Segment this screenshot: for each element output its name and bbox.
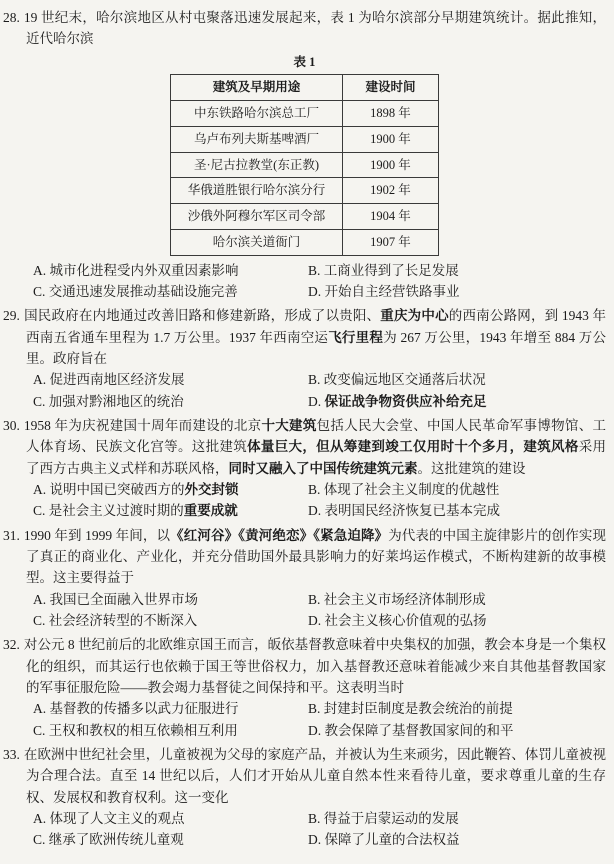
question-stem	[3, 415, 606, 479]
year-cell: 1907 年	[343, 229, 439, 255]
option-d: D. 保障了儿童的合法权益	[308, 832, 460, 848]
year-cell: 1904 年	[343, 204, 439, 230]
option-d: D. 教会保障了基督教国家间的和平	[308, 722, 514, 738]
options-grid	[3, 369, 606, 412]
question-stem	[3, 744, 606, 808]
table-row	[171, 101, 439, 127]
options-grid	[3, 698, 606, 741]
question-number: 33.	[3, 746, 20, 762]
question-text: 国民政府在内地通过改善旧路和修建新路，形成了以贵阳、重庆为中心的西南公路网，到 1943 年西南五省通车里程为 1.7 万公里。1937 年西南空运飞行里程为 267 万公里，1943 年增至 884 万公里。政府旨在	[23, 308, 607, 366]
table-header-row	[171, 75, 439, 101]
option-c: C. 王权和教权的相互依赖相互利用	[33, 722, 238, 738]
year-cell: 1898 年	[343, 101, 439, 127]
options-grid	[3, 479, 606, 522]
option-c: C. 社会经济转型的不断深入	[33, 612, 198, 628]
option-a: A. 城市化进程受内外双重因素影响	[33, 262, 239, 278]
table-caption: 表 1	[293, 54, 316, 69]
option-a: A. 促进西南地区经济发展	[33, 372, 185, 388]
option-b: B. 得益于启蒙运动的发展	[308, 810, 459, 826]
table-header-cell: 建筑及早期用途	[171, 75, 343, 101]
option-a: A. 说明中国已突破西方的外交封锁	[33, 481, 239, 497]
options-grid	[3, 808, 606, 851]
option-d: D. 开始自主经营铁路事业	[308, 283, 460, 299]
building-cell: 沙俄外阿穆尔军区司令部	[171, 204, 343, 230]
question-text: 1990 年到 1999 年间，以《红河谷》《黄河绝恋》《紧急迫降》为代表的中国主旋律影片的创作实现了真正的商业化、产业化，并充分借助国外最具影响力的好莱坞运作模式，不断构建新的故事模型。这主要得益于	[23, 527, 607, 586]
year-cell: 1902 年	[343, 178, 439, 204]
question-30	[3, 415, 606, 522]
question-stem	[3, 634, 606, 698]
year-cell: 1900 年	[343, 152, 439, 178]
question-stem	[3, 305, 606, 369]
question-stem	[3, 525, 606, 589]
question-31	[3, 525, 606, 632]
table-row	[171, 152, 439, 178]
question-number: 31.	[3, 527, 20, 543]
question-text: 对公元 8 世纪前后的北欧维京国王而言，皈依基督教意味着中央集权的加强，教会本身是一个集权化的组织，而其运行也依赖于国王等世俗权力，加入基督教还意味着能减少来自其他基督教国家的军事征服危险——教会竭力基督徒之间保持和平。这表明当时	[23, 637, 606, 695]
question-29	[3, 305, 606, 412]
question-number: 30.	[3, 417, 20, 433]
question-text: 19 世纪末，哈尔滨地区从村屯聚落迅速发展起来，表 1 为哈尔滨部分早期建筑统计。据此推知，近代哈尔滨	[23, 10, 606, 47]
option-d: D. 保证战争物资供应补给充足	[308, 393, 487, 409]
question-28	[3, 7, 606, 302]
question-number: 28.	[3, 10, 20, 25]
table-block	[3, 53, 606, 256]
option-a: A. 基督教的传播多以武力征服进行	[33, 701, 239, 717]
option-b: B. 改变偏远地区交通落后状况	[308, 372, 486, 388]
option-c: C. 是社会主义过渡时期的重要成就	[33, 503, 238, 519]
question-stem	[3, 7, 606, 50]
options-grid	[3, 260, 606, 303]
option-c: C. 加强对黔湘地区的统治	[33, 393, 184, 409]
option-b: B. 体现了社会主义制度的优越性	[308, 481, 500, 497]
question-32	[3, 634, 606, 741]
table-row	[171, 178, 439, 204]
table-header-cell: 建设时间	[343, 75, 439, 101]
table-row	[171, 229, 439, 255]
building-cell: 华俄道胜银行哈尔滨分行	[171, 178, 343, 204]
building-cell: 哈尔滨关道衙门	[171, 229, 343, 255]
question-33	[3, 744, 606, 851]
option-d: D. 社会主义核心价值观的弘扬	[308, 612, 487, 628]
option-c: C. 继承了欧洲传统儿童观	[33, 832, 184, 848]
option-b: B. 封建封臣制度是教会统治的前提	[308, 701, 513, 717]
question-text: 1958 年为庆祝建国十周年而建设的北京十大建筑包括人民大会堂、中国人民革命军事博物馆、工人体育场、民族文化宫等。这批建筑体量巨大，但从筹建到竣工仅用时十个多月，建筑风格采用了西方古典主义式样和苏联风格，同时又融入了中国传统建筑元素。这批建筑的建设	[23, 417, 607, 476]
year-cell: 1900 年	[343, 126, 439, 152]
building-cell: 圣·尼古拉教堂(东正教)	[171, 152, 343, 178]
option-b: B. 社会主义市场经济体制形成	[308, 591, 486, 607]
building-cell: 乌卢布列夫斯基啤酒厂	[171, 126, 343, 152]
options-grid	[3, 589, 606, 632]
option-a: A. 体现了人文主义的观点	[33, 810, 185, 826]
option-b: B. 工商业得到了长足发展	[308, 262, 459, 278]
building-cell: 中东铁路哈尔滨总工厂	[171, 101, 343, 127]
table-row	[171, 204, 439, 230]
buildings-table	[170, 74, 439, 255]
question-text: 在欧洲中世纪社会里，儿童被视为父母的家庭产品，并被认为生来顽劣，因此鞭笞、体罚儿童被视为合理合法。直至 14 世纪以后，人们才开始从儿童自然本性来看待儿童，要求尊重儿童的生存权、发展权和教育权利。这一变化	[23, 746, 606, 805]
option-a: A. 我国已全面融入世界市场	[33, 591, 198, 607]
question-number: 29.	[3, 308, 20, 324]
option-c: C. 交通迅速发展推动基础设施完善	[33, 283, 238, 299]
question-number: 32.	[3, 637, 20, 653]
table-row	[171, 126, 439, 152]
option-d: D. 表明国民经济恢复已基本完成	[308, 503, 501, 519]
